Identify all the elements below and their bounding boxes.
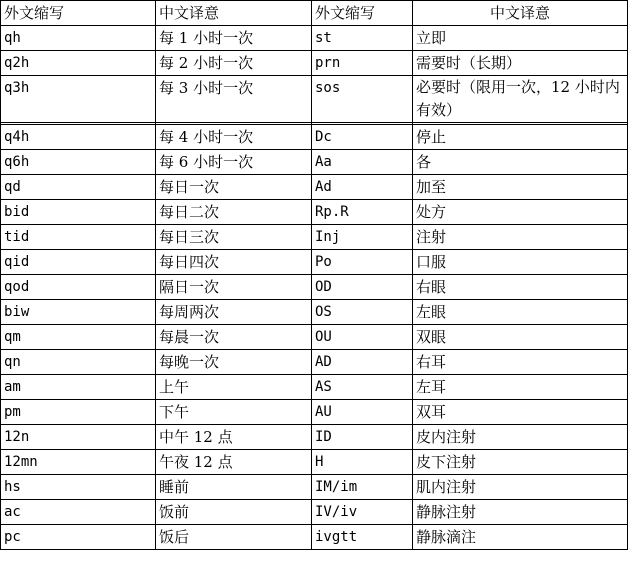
abbreviation-cell: OD	[312, 275, 413, 300]
abbreviation-cell: ivgtt	[312, 525, 413, 550]
meaning-cell: 隔日一次	[156, 275, 312, 300]
meaning-cell: 睡前	[156, 475, 312, 500]
header-meaning-1: 中文译意	[156, 1, 312, 26]
meaning-cell: 必要时（限用一次，12 小时内有效）	[413, 76, 628, 123]
abbreviation-cell: qm	[1, 325, 156, 350]
meaning-cell: 每晚一次	[156, 350, 312, 375]
abbreviation-cell: prn	[312, 51, 413, 76]
abbreviation-cell: q2h	[1, 51, 156, 76]
abbreviation-cell: H	[312, 450, 413, 475]
meaning-cell: 饭后	[156, 525, 312, 550]
table-header-row	[1, 1, 628, 26]
abbreviation-cell: biw	[1, 300, 156, 325]
table-row	[1, 525, 628, 550]
table-row	[1, 175, 628, 200]
abbreviation-cell: OS	[312, 300, 413, 325]
meaning-cell: 右眼	[413, 275, 628, 300]
meaning-cell: 静脉注射	[413, 500, 628, 525]
table-row	[1, 350, 628, 375]
abbreviation-cell: Dc	[312, 125, 413, 150]
abbreviation-cell: q4h	[1, 125, 156, 150]
meaning-cell: 每 3 小时一次	[156, 76, 312, 123]
meaning-cell: 双眼	[413, 325, 628, 350]
table-row	[1, 26, 628, 51]
abbreviation-cell: qn	[1, 350, 156, 375]
abbreviation-cell: 12n	[1, 425, 156, 450]
meaning-cell: 皮下注射	[413, 450, 628, 475]
abbreviation-cell: q3h	[1, 76, 156, 123]
table-row	[1, 450, 628, 475]
meaning-cell: 左眼	[413, 300, 628, 325]
abbreviation-cell: OU	[312, 325, 413, 350]
table-row	[1, 275, 628, 300]
abbreviation-cell: q6h	[1, 150, 156, 175]
table-row	[1, 250, 628, 275]
abbreviation-cell: Rp.R	[312, 200, 413, 225]
meaning-cell: 肌内注射	[413, 475, 628, 500]
meaning-cell: 口服	[413, 250, 628, 275]
abbreviation-cell: sos	[312, 76, 413, 123]
abbreviation-cell: 12mn	[1, 450, 156, 475]
meaning-cell: 每日二次	[156, 200, 312, 225]
meaning-cell: 每日三次	[156, 225, 312, 250]
table-row	[1, 150, 628, 175]
table-row	[1, 375, 628, 400]
abbreviation-cell: pc	[1, 525, 156, 550]
abbreviation-cell: AS	[312, 375, 413, 400]
header-meaning-2: 中文译意	[413, 1, 628, 26]
meaning-cell: 每 6 小时一次	[156, 150, 312, 175]
table-row	[1, 325, 628, 350]
header-abbreviation-2: 外文缩写	[312, 1, 413, 26]
meaning-cell: 处方	[413, 200, 628, 225]
table-row	[1, 200, 628, 225]
meaning-cell: 上午	[156, 375, 312, 400]
meaning-cell: 中午 12 点	[156, 425, 312, 450]
abbreviation-cell: qd	[1, 175, 156, 200]
meaning-cell: 每 4 小时一次	[156, 125, 312, 150]
abbreviation-cell: AD	[312, 350, 413, 375]
meaning-cell: 左耳	[413, 375, 628, 400]
abbreviation-cell: qh	[1, 26, 156, 51]
meaning-cell: 每日四次	[156, 250, 312, 275]
abbreviation-cell: IV/iv	[312, 500, 413, 525]
abbreviation-cell: tid	[1, 225, 156, 250]
table-row	[1, 425, 628, 450]
abbreviation-cell: st	[312, 26, 413, 51]
meaning-cell: 下午	[156, 400, 312, 425]
abbreviation-cell: ID	[312, 425, 413, 450]
header-abbreviation-1: 外文缩写	[1, 1, 156, 26]
meaning-cell: 需要时（长期）	[413, 51, 628, 76]
table-row	[1, 125, 628, 150]
abbreviation-cell: Inj	[312, 225, 413, 250]
meaning-cell: 加至	[413, 175, 628, 200]
meaning-cell: 各	[413, 150, 628, 175]
table-row	[1, 400, 628, 425]
table-row	[1, 475, 628, 500]
meaning-cell: 每 2 小时一次	[156, 51, 312, 76]
table-row	[1, 500, 628, 525]
meaning-cell: 每日一次	[156, 175, 312, 200]
table-row	[1, 76, 628, 123]
meaning-cell: 静脉滴注	[413, 525, 628, 550]
meaning-cell: 午夜 12 点	[156, 450, 312, 475]
meaning-cell: 立即	[413, 26, 628, 51]
meaning-cell: 双耳	[413, 400, 628, 425]
abbreviation-cell: Aa	[312, 150, 413, 175]
abbreviation-cell: am	[1, 375, 156, 400]
meaning-cell: 每 1 小时一次	[156, 26, 312, 51]
table-row	[1, 300, 628, 325]
meaning-cell: 每晨一次	[156, 325, 312, 350]
abbreviation-cell: pm	[1, 400, 156, 425]
table-row	[1, 51, 628, 76]
abbreviation-cell: ac	[1, 500, 156, 525]
abbreviation-cell: qid	[1, 250, 156, 275]
abbreviation-cell: IM/im	[312, 475, 413, 500]
meaning-cell: 饭前	[156, 500, 312, 525]
table-row	[1, 225, 628, 250]
abbreviation-cell: AU	[312, 400, 413, 425]
meaning-cell: 皮内注射	[413, 425, 628, 450]
abbreviation-cell: Ad	[312, 175, 413, 200]
meaning-cell: 每周两次	[156, 300, 312, 325]
meaning-cell: 停止	[413, 125, 628, 150]
abbreviation-cell: Po	[312, 250, 413, 275]
meaning-cell: 注射	[413, 225, 628, 250]
table-body	[1, 1, 628, 550]
abbreviation-cell: bid	[1, 200, 156, 225]
abbreviation-cell: hs	[1, 475, 156, 500]
abbreviation-cell: qod	[1, 275, 156, 300]
meaning-cell: 右耳	[413, 350, 628, 375]
